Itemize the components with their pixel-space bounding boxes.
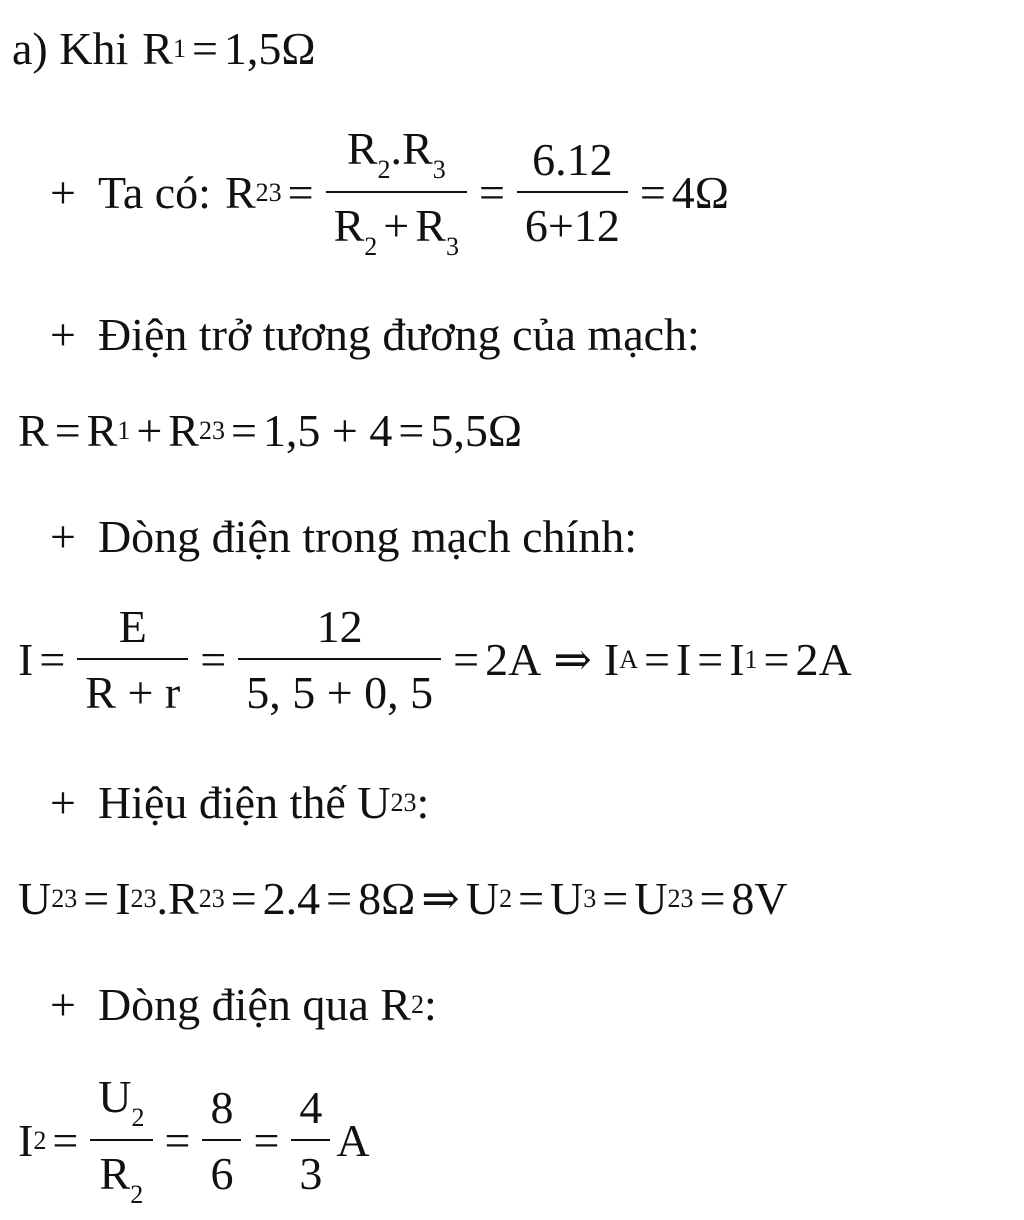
- equals-sign: =: [699, 873, 726, 924]
- step2-result: 5,5Ω: [430, 405, 523, 456]
- equals-sign: =: [326, 873, 353, 924]
- bullet-plus: +: [50, 309, 76, 360]
- part-a-heading: [12, 23, 316, 74]
- fraction-denominator: R + r: [85, 667, 181, 718]
- u23-sub: 23: [51, 884, 78, 913]
- step3-label: Dòng điện trong mạch chính:: [97, 511, 638, 562]
- r23-symbol: R: [224, 167, 256, 218]
- step4-calc: 2.4: [262, 873, 321, 924]
- implies-arrow: ⇒: [421, 873, 460, 924]
- equals-sign: =: [639, 167, 666, 218]
- fraction-numeric: [517, 134, 628, 251]
- step1-label: Ta có:: [97, 167, 211, 218]
- i2-symbol: I: [18, 1115, 34, 1166]
- step3-final: 2A: [795, 634, 852, 685]
- equals-sign: =: [83, 873, 110, 924]
- fraction-denominator: 3: [299, 1148, 323, 1199]
- fraction-e-over-rr: [77, 601, 188, 718]
- step1-result: 4Ω: [671, 167, 729, 218]
- bullet-plus: +: [50, 167, 76, 218]
- fraction-4-over-3: [291, 1082, 330, 1199]
- step2-values: 1,5 + 4: [262, 405, 393, 456]
- step3-result: 2A: [485, 634, 542, 685]
- fraction-numerator: $R_2.R_3$: [346, 123, 446, 184]
- fraction-numeric: [238, 601, 441, 718]
- r1-sub: 1: [172, 34, 186, 63]
- equals-sign: =: [763, 634, 790, 685]
- step4-heading: [50, 777, 430, 828]
- implies-arrow: ⇒: [553, 634, 592, 685]
- i23-sub: 23: [130, 884, 157, 913]
- u3-sub: 3: [583, 884, 597, 913]
- equals-sign: =: [230, 873, 257, 924]
- i2-sub: 2: [33, 1126, 47, 1155]
- plus-sign: +: [136, 405, 163, 456]
- equals-sign: =: [287, 167, 314, 218]
- u2-symbol: U: [465, 873, 500, 924]
- ia-sub: A: [619, 645, 638, 674]
- step5-equation: [18, 1071, 370, 1209]
- ia-symbol: I: [603, 634, 620, 685]
- step2-heading: [50, 309, 700, 360]
- bullet-plus: +: [50, 511, 76, 562]
- fraction-numerator: $U_2$: [98, 1071, 145, 1132]
- step5-label-colon: :: [423, 979, 437, 1030]
- fraction-numerator: E: [118, 601, 147, 652]
- fraction-r2r3: [326, 123, 467, 261]
- equals-sign: =: [200, 634, 227, 685]
- equals-sign: =: [253, 1115, 280, 1166]
- step2-label: Điện trở tương đương của mạch:: [97, 309, 700, 360]
- equals-sign: =: [39, 634, 66, 685]
- part-a-label: a) Khi: [12, 23, 129, 74]
- equals-sign: =: [164, 1115, 191, 1166]
- equals-sign: =: [54, 405, 81, 456]
- i1-symbol: I: [729, 634, 745, 685]
- r23-symbol: R: [168, 873, 199, 924]
- i1-sub: 1: [744, 645, 758, 674]
- r23-sub: 23: [198, 884, 225, 913]
- fraction-numerator: 12: [316, 601, 363, 652]
- i-symbol: I: [18, 634, 34, 685]
- r-symbol: R: [18, 405, 49, 456]
- fraction-numerator: 8: [210, 1082, 234, 1133]
- u23-sub: 23: [667, 884, 694, 913]
- fraction-denominator: 6+12: [524, 200, 620, 251]
- step5-unit: A: [336, 1115, 370, 1166]
- step4-calc-result: 8Ω: [358, 873, 416, 924]
- equals-sign: =: [478, 167, 505, 218]
- step4-equation: [18, 873, 788, 924]
- u23-symbol: U: [634, 873, 668, 924]
- r1-sub: 1: [117, 416, 131, 445]
- fraction-numerator: 6.12: [532, 134, 613, 185]
- fraction-numerator: 4: [299, 1082, 323, 1133]
- r23-symbol: R: [168, 405, 199, 456]
- dot: .: [156, 873, 169, 924]
- fraction-8-over-6: [202, 1082, 241, 1199]
- equals-sign: =: [453, 634, 480, 685]
- equals-sign: =: [602, 873, 629, 924]
- r1-symbol: R: [142, 23, 173, 74]
- fraction-denominator: $R_2$: [99, 1148, 144, 1209]
- r23-sub: 23: [255, 178, 282, 207]
- u23-symbol: U: [18, 873, 52, 924]
- equals-sign: =: [643, 634, 670, 685]
- u3-symbol: U: [550, 873, 584, 924]
- equals-sign: =: [52, 1115, 79, 1166]
- fraction-denominator: 5, 5 + 0, 5: [246, 667, 434, 718]
- equals-sign: =: [697, 634, 724, 685]
- bullet-plus: +: [50, 979, 76, 1030]
- step5-heading: [50, 979, 437, 1030]
- fraction-u2-over-r2: [90, 1071, 152, 1209]
- bullet-plus: +: [50, 777, 76, 828]
- u2-sub: 2: [499, 884, 513, 913]
- step5-label-sub: 2: [410, 990, 424, 1019]
- fraction-denominator: $R_2 + R_3$: [333, 200, 459, 261]
- equals-sign: =: [230, 405, 257, 456]
- step4-final: 8V: [731, 873, 788, 924]
- step4-label-sub: 23: [390, 788, 417, 817]
- step5-label: Dòng điện qua R: [97, 979, 411, 1030]
- step4-label: Hiệu điện thế U: [97, 777, 391, 828]
- step3-equation: [18, 601, 852, 718]
- step2-equation: [18, 405, 523, 456]
- fraction-denominator: 6: [210, 1148, 234, 1199]
- step4-label-colon: :: [416, 777, 430, 828]
- i23-symbol: I: [115, 873, 131, 924]
- step3-heading: [50, 511, 638, 562]
- r23-sub: 23: [198, 416, 225, 445]
- step1-equation: [50, 123, 729, 261]
- equals-sign: =: [518, 873, 545, 924]
- equals-sign: =: [398, 405, 425, 456]
- i-symbol: I: [675, 634, 692, 685]
- r1-value: 1,5Ω: [223, 23, 316, 74]
- equals-sign: =: [191, 23, 218, 74]
- r1-symbol: R: [86, 405, 118, 456]
